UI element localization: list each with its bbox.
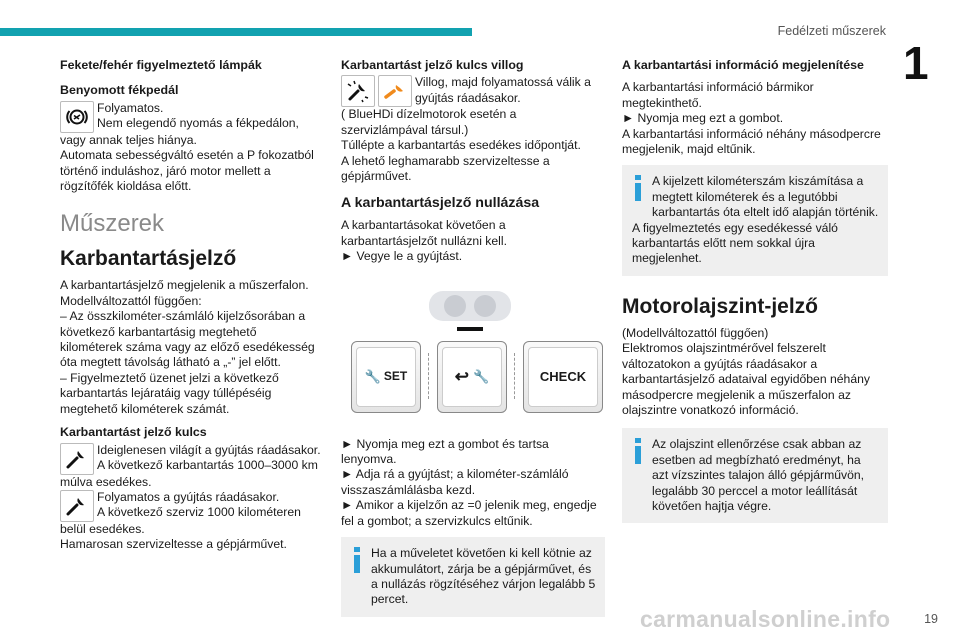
info-icon	[632, 175, 644, 201]
show-step: ► Nyomja meg ezt a gombot.	[622, 111, 784, 126]
wrench-small-icon: 🔧	[473, 368, 490, 384]
wrench-orange-icon	[378, 75, 412, 107]
separator	[428, 353, 432, 399]
oil-text-1: (Modellváltozattól függően)	[622, 325, 769, 340]
set-button[interactable]	[351, 341, 421, 413]
set-label: SET	[383, 368, 408, 383]
brake-pedal-row	[60, 101, 322, 133]
blink-text-3: ( BlueHDi dízelmotorok esetén a szervizlámpával társul.)	[341, 107, 517, 137]
info-battery-text: Ha a műveletet követően ki kell kötnie az akkumulátort, zárja be a gépjárművet, és a nullázás rögzítéséhez várjon legalább 5 percet.	[371, 546, 596, 607]
brake-pedal-icon	[60, 101, 94, 133]
column-2	[341, 58, 605, 617]
heading-key-blink: Karbantartást jelző kulcs villog	[341, 58, 524, 72]
wrench-icon	[60, 443, 94, 475]
check-label: CHECK	[528, 347, 598, 407]
info-icon	[632, 438, 644, 464]
step-2: ► Adja rá a gyújtást; a kilométer-számláló visszaszámlálásba kezd.	[341, 467, 569, 497]
chapter-title: Fedélzeti műszerek	[777, 24, 886, 38]
heading-lamps: Fekete/fehér figyelmeztető lámpák	[60, 58, 262, 72]
info-mileage-text: A kijelzett kilométerszám kiszámítása a megtett kilométerek és a legutóbbi karbantartás óta eltelt idő alapján történik.	[652, 174, 879, 220]
blink-text-1: Villog, majd folyamatossá válik a	[415, 75, 591, 90]
header-accent-bar	[0, 28, 472, 36]
blink-text-2: gyújtás ráadásakor.	[415, 90, 521, 105]
heading-key: Karbantartást jelző kulcs	[60, 425, 207, 440]
blink-text-4: Túllépte a karbantartás esedékes időpontját.	[341, 138, 581, 153]
pedal-text-2: Nem elegendő nyomás a fékpedálon,	[97, 116, 299, 131]
oil-text-2: Elektromos olajszintmérővel felszerelt változatokon a gyújtás ráadásakor a karbantartásjelző adataival egyidőben néhány másodpercre megjelenik a műszerfalon az olajszintre vonatkozó információ.	[622, 341, 870, 417]
maintenance-intro: A karbantartásjelző megjelenik a műszerfalon.	[60, 278, 309, 293]
reset-step: ► Vegye le a gyújtást.	[341, 249, 463, 264]
info-box-battery	[341, 537, 605, 617]
reset-text: A karbantartásokat követően a karbantartásjelzőt nullázni kell.	[341, 218, 507, 248]
dash-item-1: – Az összkilométer-számláló kijelzősorában a következő karbantartásig megtehető kilométerek száma vagy az előző esedékesség óta megtett távolság látható a „-” jel előtt.	[60, 309, 315, 370]
key-row-1	[60, 443, 322, 475]
blink-text-5: A lehető leghamarabb szervizeltesse a gépjárművet.	[341, 153, 550, 184]
show-text-2: A karbantartási információ néhány másodpercre megjelenik, majd eltűnik.	[622, 126, 881, 157]
key1-text-1: Ideiglenesen világít a gyújtás ráadásakor.	[97, 442, 321, 457]
key-row-2	[60, 490, 322, 522]
return-wrench-button[interactable]	[437, 341, 507, 413]
chapter-number: 1	[903, 37, 929, 89]
wrench-icon	[60, 490, 94, 522]
pedal-text-1: Folyamatos.	[97, 100, 164, 115]
button-illustration	[341, 279, 605, 429]
info-icon	[351, 547, 363, 573]
model-note: Modellváltozattól függően:	[60, 293, 202, 308]
info-box-oil	[622, 428, 888, 523]
dash-item-2: – Figyelmeztető üzenet jelzi a következő karbantartás lejáratáig vagy túllépéséig megtehető kilométerek számát.	[60, 370, 279, 416]
watermark: carmanualsonline.info	[640, 606, 891, 632]
page-number: 19	[924, 612, 938, 626]
step-1: ► Nyomja meg ezt a gombot és tartsa lenyomva.	[341, 436, 549, 467]
separator	[514, 353, 518, 399]
maintenance-indicator-title: Karbantartásjelző	[60, 247, 237, 271]
key1-text-3: múlva esedékes.	[60, 474, 152, 489]
section-title: Műszerek	[60, 210, 165, 238]
pedal-text-4: Automata sebességváltó esetén a P fokozatból történő induláshoz, járó motor mellett a rögzítőfék kioldása előtt.	[60, 148, 314, 194]
column-3	[622, 58, 888, 523]
reset-heading: A karbantartásjelző nullázása	[341, 195, 540, 212]
blink-row	[341, 75, 605, 107]
return-arrow-icon: ↩	[454, 366, 470, 386]
key2-text-4: Hamarosan szervizeltesse a gépjárművet.	[60, 537, 287, 552]
key1-text-2: A következő karbantartás 1000–3000 km	[97, 457, 318, 472]
heading-brake-pedal: Benyomott fékpedál	[60, 83, 179, 98]
key2-text-3: belül esedékes.	[60, 521, 145, 536]
key2-text-1: Folyamatos a gyújtás ráadásakor.	[97, 489, 280, 504]
pedal-text-3: vagy annak teljes hiánya.	[60, 132, 197, 147]
info-oil-text: Az olajszint ellenőrzése csak abban az esetben ad megbízható eredményt, ha azt vízszintes talajon álló gépjárművön, legalább 30 perccel a motor leállítását követően hajtja végre.	[652, 437, 865, 513]
wrench-small-icon: 🔧	[364, 368, 381, 384]
show-text: A karbantartási információ bármikor megtekinthető.	[622, 80, 814, 110]
dashboard-pictogram	[427, 287, 513, 335]
wrench-blink-icon	[341, 75, 375, 107]
oil-level-title: Motorolajszint-jelző	[622, 294, 818, 318]
info-box-mileage	[622, 165, 888, 275]
check-button[interactable]	[523, 341, 603, 413]
heading-show-info: A karbantartási információ megjelenítése	[622, 58, 864, 72]
key2-text-2: A következő szerviz 1000 kilométeren	[97, 505, 301, 520]
info-mileage-text-2: A figyelmeztetés egy esedékessé váló karbantartás előtt nem sokkal újra megjelenhet.	[632, 220, 838, 266]
step-3: ► Amikor a kijelzőn az =0 jelenik meg, engedje fel a gombot; a szervizkulcs eltűnik.	[341, 498, 597, 528]
column-1	[60, 58, 322, 553]
